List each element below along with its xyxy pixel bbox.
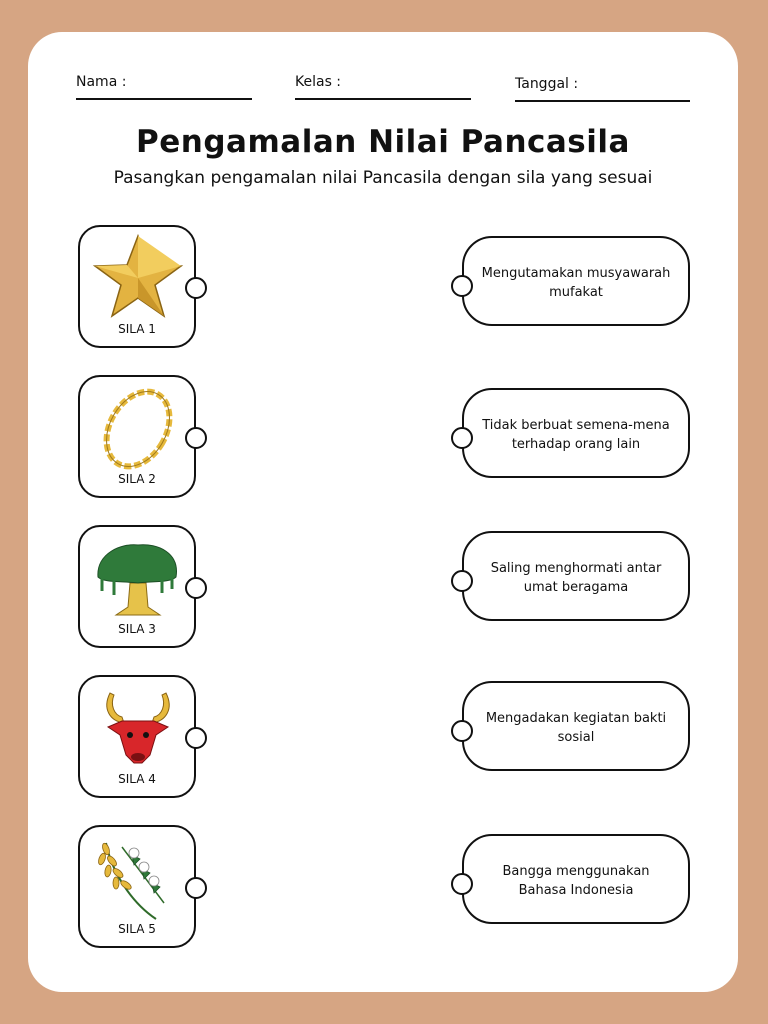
answer-text: Saling menghormati antar umat beragama xyxy=(490,561,662,595)
page-subtitle: Pasangkan pengamalan nilai Pancasila dengan sila yang sesuai xyxy=(113,168,653,188)
answer-card-2 xyxy=(462,388,690,478)
chain-icon xyxy=(92,383,184,473)
answer-card-4 xyxy=(462,681,690,771)
star-icon xyxy=(92,233,184,319)
answer-text: Tidak berbuat semena-mena terhadap orang lain xyxy=(482,418,670,452)
sila-card-2 xyxy=(78,375,196,498)
answer-connector-2[interactable] xyxy=(451,427,473,449)
rice-cotton-icon xyxy=(92,833,184,923)
sila-label: SILA 1 xyxy=(118,322,156,336)
sila-connector-3[interactable] xyxy=(185,577,207,599)
sila-label: SILA 3 xyxy=(118,622,156,636)
kelas-label: Kelas : xyxy=(295,74,342,90)
sila-label: SILA 2 xyxy=(118,472,156,486)
sila-connector-2[interactable] xyxy=(185,427,207,449)
sila-connector-5[interactable] xyxy=(185,877,207,899)
answer-connector-1[interactable] xyxy=(451,275,473,297)
answer-text: Mengadakan kegiatan bakti sosial xyxy=(485,711,667,745)
sila-connector-4[interactable] xyxy=(185,727,207,749)
answer-connector-4[interactable] xyxy=(451,720,473,742)
answer-connector-3[interactable] xyxy=(451,570,473,592)
page-title: Pengamalan Nilai Pancasila xyxy=(136,124,630,160)
worksheet xyxy=(28,32,738,992)
answer-connector-5[interactable] xyxy=(451,873,473,895)
answer-card-3 xyxy=(462,531,690,621)
nama-field[interactable] xyxy=(76,74,252,100)
answer-text: Mengutamakan musyawarah mufakat xyxy=(481,266,671,300)
answer-text: Bangga menggunakan Bahasa Indonesia xyxy=(502,864,650,898)
sila-card-5 xyxy=(78,825,196,948)
sila-card-4 xyxy=(78,675,196,798)
nama-label: Nama : xyxy=(76,74,127,90)
sila-card-1 xyxy=(78,225,196,348)
bull-head-icon xyxy=(92,683,184,773)
sila-label: SILA 5 xyxy=(118,922,156,936)
banyan-tree-icon xyxy=(92,533,184,623)
kelas-field[interactable] xyxy=(295,74,471,100)
tanggal-label: Tanggal : xyxy=(515,76,579,92)
answer-card-5 xyxy=(462,834,690,924)
sila-connector-1[interactable] xyxy=(185,277,207,299)
answer-card-1 xyxy=(462,236,690,326)
tanggal-field[interactable] xyxy=(515,76,690,102)
sila-label: SILA 4 xyxy=(118,772,156,786)
sila-card-3 xyxy=(78,525,196,648)
